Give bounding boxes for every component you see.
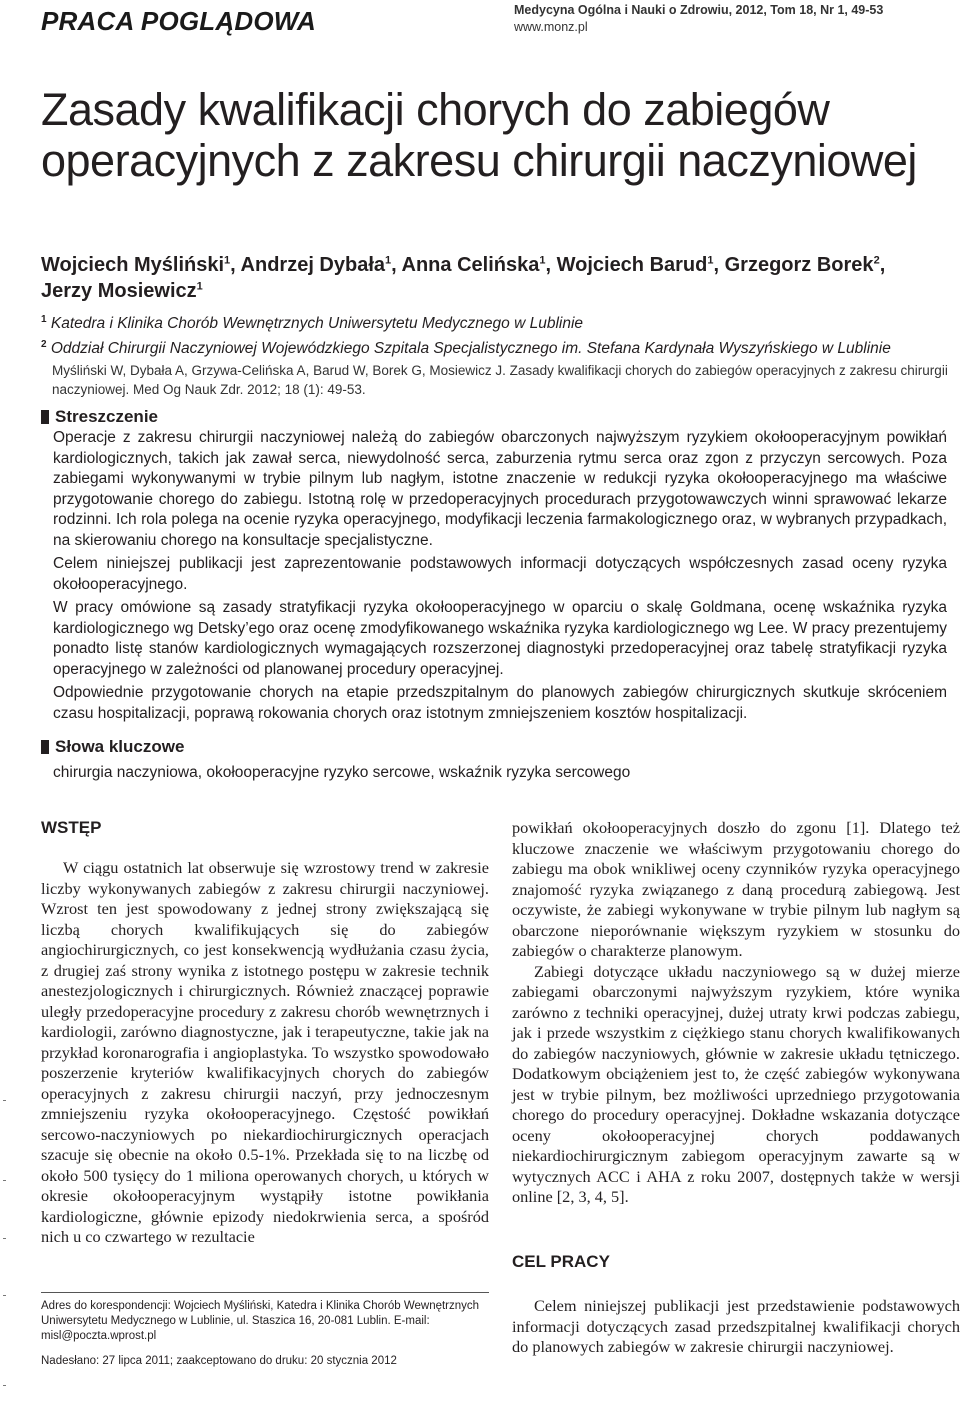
section-type-label: PRACA POGLĄDOWA — [41, 6, 317, 36]
author: Grzegorz Borek$^2$, — [724, 254, 886, 276]
margin-tick — [3, 1238, 6, 1239]
keywords-section — [41, 736, 947, 783]
affiliation-list — [41, 309, 951, 359]
submission-dates: Nadesłano: 27 lipca 2011; zaakceptowano do druku: 20 stycznia 2012 — [41, 1355, 397, 1367]
intro-paragraph: W ciągu ostatnich lat obserwuje się wzrostowy trend w zakresie liczby wykonywanych zabiegów z zakresu chirurgii naczyniowej. Wzrost ten jest spowodowany z jednej strony zwiększającą się liczbą chorych kwalifikujących się do zabiegów angiochirurgicznych, co jest konsekwencją wydłużania czasu życia, z drugiej zaś strony wynika z istotnego postępu w zakresie technik anestezjologicznych i chirurgicznych. Również znaczącej poprawie uległy przedoperacyjne procedury z zakresu chorób wewnętrznych i kardiologii, zarówno diagnostyczne, jak i terapeutyczne, takie jak na przykład koronarografia i angioplastyka. To wszystko spowodowało poszerzenie kryteriów kwalifikacyjnych chorych do zabiegów operacyjnych z zakresu chirurgii naczyń, przy jednoczesnym zmniejszeniu ryzyka okołooperacyjnego. Częstość powikłań sercowo-naczyniowych po niekardiochirurgicznych operacjach szacuje się obecnie na około 0.5-1%. Przekłada się to na liczbę od około 500 tysięcy do 1 miliona operowanych chorych, u których w okresie okołooperacyjnym wystąpiły istotne powikłania kardiologiczne, głównie epizody niedokrwienia serca, a spośród nich u co czwartego w rezultacie — [41, 858, 489, 1246]
abstract-section — [41, 406, 947, 724]
affiliation-item: $^2$ Oddział Chirurgii Naczyniowej Wojewódzkiego Szpitala Specjalistycznego im. Stefana Kardynała Wyszyńskiego w Lublinie — [41, 339, 891, 358]
author: Jerzy Mosiewicz$^1$ — [41, 280, 203, 302]
margin-tick — [3, 1295, 6, 1296]
intro-column — [41, 858, 489, 1248]
affiliation-item: $^1$ Katedra i Klinika Chorób Wewnętrznych Uniwersytetu Medycznego w Lublinie — [41, 314, 584, 333]
body-paragraph: Zabiegi dotyczące układu naczyniowego są w dużej mierze zabiegami obarczonymi najwyższym ryzykiem, które wynika zarówno z techniki operacyjnej, dużej utraty krwi podczas zabiegu, jak i przede wszystkim z ciężkiego stanu chorych kwalifikowanych do zabiegów naczyniowych, głównie w zakresie układu tętniczego. Dodatkowym obciążeniem jest to, że część zabiegów wykonywana jest w trybie pilnym, bez możliwości uprzedniego przygotowania chorego do procedury operacyjnej. Dokładne wskazania dotyczące oceny okołooperacyjnej chorych poddawanych niekardiochirurgicznym zabiegom operacyjnym zawarte są w wytycznych ACC i AHA z roku 2007, dostępnych także w wersji online [2, 3, 4, 5]. — [512, 961, 960, 1206]
margin-tick — [3, 1180, 6, 1181]
square-bullet-icon — [41, 410, 49, 424]
section-heading-intro: WSTĘP — [41, 818, 102, 837]
aim-paragraph: Celem niniejszej publikacji jest przedstawienie podstawowych informacji dotyczących zasad przedszpitalnej kwalifikacji chorych do planowych zabiegów w zakresie chirurgii naczyniowej. — [512, 1296, 960, 1356]
author: Andrzej Dybała$^1$, — [240, 254, 402, 276]
square-bullet-icon — [41, 740, 49, 754]
journal-url[interactable]: www.monz.pl — [514, 20, 588, 34]
footnote-divider — [41, 1292, 489, 1293]
abstract-paragraph: Celem niniejszej publikacji jest zaprezentowanie podstawowych informacji dotyczących współczesnych zasad oceny ryzyka okołooperacyjnego. — [53, 555, 947, 593]
body-paragraph: powikłań okołooperacyjnych doszło do zgonu [1]. Dlatego też kluczowe znaczenie we właściwym przygotowaniu chorego do zabiegu ma obok wnikliwej oceny czynników ryzyka operacyjnego znajomość ryzyka związanego z daną procedurą zabiegową. Jest oczywiste, że zabiegi wykonywane w trybie pilnym lub nagłym są obarczone nieporównanie większym ryzykiem w stosunku do zabiegów o charakterze planowym. — [512, 818, 960, 960]
author-list — [41, 252, 941, 304]
abstract-paragraph: Operacje z zakresu chirurgii naczyniowej należą do zabiegów obarczonych najwyższym ryzykiem okołooperacyjnym powikłań kardiologicznych, takich jak zawał serca, niewydolność serca, zaburzenia rytmu serca oraz zgon z przyczyn sercowych. Poza zabiegami wykonywanymi w trybie pilnym lub nagłym, istotne znaczenie w redukcji ryzyka okołooperacyjnego ma właściwe przygotowanie chorego do zabiegu. Istotną rolę w przedoperacyjnych procedurach przygotowawczych winni sprawować lekarze rodzinni. Ich rola polega na ocenie ryzyka operacyjnego, modyfikacji leczenia farmakologicznego oraz, w wybranych przypadkach, na skierowaniu chorego na konsultacje specjalistyczne. — [53, 429, 947, 549]
margin-tick — [3, 1385, 6, 1386]
author: Wojciech Myśliński$^1$, — [41, 254, 241, 276]
abstract-paragraph: W pracy omówione są zasady stratyfikacji ryzyka okołooperacyjnego w oparciu o skalę Goldmana, ocenę wskaźnika ryzyka kardiologicznego wg Detsky’ego oraz ocenę zmodyfikowanego wskaźnika ryzyka kardiologicznego wg Lee. W pracy prezentujemy ponadto listę stanów kardiologicznych wymagających rozszerzonej diagnostyki przedoperacyjnej oraz tabelę stratyfikacji ryzyka operacyjnego w zależności od planowanej procedury operacyjnej. — [53, 599, 947, 678]
journal-info — [514, 2, 883, 36]
abstract-heading: Streszczenie — [41, 406, 947, 428]
footnote — [41, 1299, 491, 1369]
author: Wojciech Barud$^1$, — [556, 254, 725, 276]
margin-tick — [3, 1100, 6, 1101]
section-heading-aim: CEL PRACY — [512, 1252, 610, 1271]
article-title: Zasady kwalifikacji chorych do zabiegów operacyjnych z zakresu chirurgii naczyniowej — [41, 84, 917, 186]
aim-column — [512, 1296, 960, 1358]
keywords-text: chirurgia naczyniowa, okołooperacyjne ryzyko sercowe, wskaźnik ryzyka sercowego — [53, 764, 631, 781]
article-citation: Myśliński W, Dybała A, Grzywa-Celińska A, Barud W, Borek G, Mosiewicz J. Zasady kwalifikacji chorych do zabiegów operacyjnych z zakresu chirurgii naczyniowej. Med Og Nauk Zdr. 2012; 18 (1): 49-53. — [52, 363, 948, 397]
keywords-heading: Słowa kluczowe — [41, 736, 947, 758]
correspondence-address: Adres do korespondencji: Wojciech Myśliński, Katedra i Klinika Chorób Wewnętrznych Uniwersytetu Medycznego w Lublinie, ul. Staszica 16, 20-081 Lublin. E-mail: misl@poczta.wprost.pl — [41, 1300, 480, 1342]
journal-citation: Medycyna Ogólna i Nauki o Zdrowiu, 2012, Tom 18, Nr 1, 49-53 — [514, 3, 884, 17]
author: Anna Celińska$^1$, — [401, 254, 557, 276]
abstract-paragraph: Odpowiednie przygotowanie chorych na etapie przedszpitalnym do planowych zabiegów chirurgicznych skutkuje skróceniem czasu hospitalizacji, poprawą rokowania chorych oraz istotnym zmniejszeniem kosztów hospitalizacji. — [53, 684, 947, 722]
right-column — [512, 818, 960, 1208]
